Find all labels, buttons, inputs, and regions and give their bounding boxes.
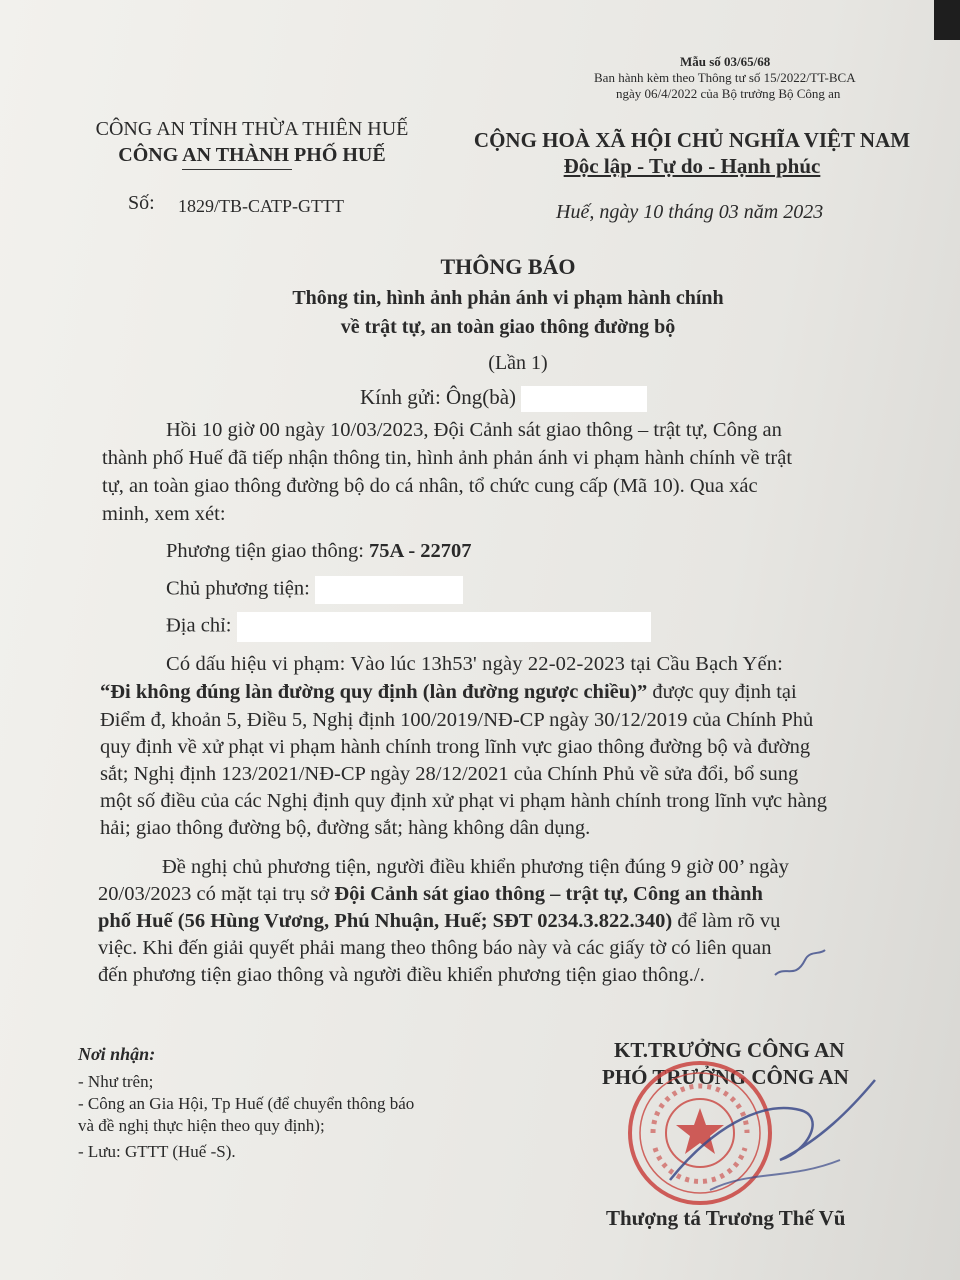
violation-line-2: quy định về xử phạt vi phạm hành chính trong lĩnh vực giao thông đường bộ và đường	[100, 736, 811, 758]
intro-line-1: Hồi 10 giờ 00 ngày 10/03/2023, Đội Cảnh sát giao thông – trật tự, Công an	[166, 419, 782, 441]
vehicle-label: Phương tiện giao thông:	[166, 540, 364, 562]
photo-background-corner	[934, 0, 960, 40]
redacted-recipient	[521, 386, 647, 412]
notice-round: (Lần 1)	[488, 352, 548, 374]
form-issued-line1: Ban hành kèm theo Thông tư số 15/2022/TT-BCA	[594, 70, 856, 85]
handwritten-signature-icon	[650, 1040, 890, 1220]
place-date: Huế, ngày 10 tháng 03 năm 2023	[556, 201, 824, 223]
recipients-heading: Nơi nhận:	[78, 1044, 156, 1064]
violation-line-1: Điểm đ, khoản 5, Điều 5, Nghị định 100/2019/NĐ-CP ngày 30/12/2019 của Chính Phủ	[100, 709, 814, 731]
request-line-2	[98, 883, 763, 906]
recipient-item-2: - Công an Gia Hội, Tp Huế (để chuyển thông báo	[78, 1094, 415, 1113]
recipient-item-4: - Lưu: GTTT (Huế -S).	[78, 1142, 236, 1161]
doc-number-label: Số:	[128, 192, 155, 214]
request-line-3c: để làm rõ vụ	[672, 910, 781, 932]
address-row	[166, 612, 651, 642]
redacted-owner	[315, 576, 463, 604]
request-line-1: Đề nghị chủ phương tiện, người điều khiển phương tiện đúng 9 giờ 00’ ngày	[162, 856, 789, 878]
intro-line-3: tự, an toàn giao thông đường bộ do cá nhân, tổ chức cung cấp (Mã 10). Qua xác	[102, 475, 758, 497]
form-number: Mẫu số 03/65/68	[680, 54, 771, 69]
owner-row	[166, 576, 463, 604]
violation-line-5: hải; giao thông đường bộ, đường sắt; hàng không dân dụng.	[100, 817, 591, 839]
violation-quote-row	[100, 681, 797, 704]
greeting	[360, 385, 647, 412]
request-line-5: đến phương tiện giao thông và người điều khiển phương tiện giao thông./.	[98, 964, 705, 986]
recipient-item-1: - Như trên;	[78, 1072, 154, 1091]
violation-line-3: sắt; Nghị định 123/2021/NĐ-CP ngày 28/12/2021 của Chính Phủ về sửa đổi, bổ sung	[100, 763, 799, 785]
agency-underline	[182, 169, 292, 170]
violation-after-quote: được quy định tại	[647, 681, 797, 703]
intro-line-2: thành phố Huế đã tiếp nhận thông tin, hình ảnh phản ánh vi phạm hành chính về trật	[102, 447, 793, 469]
agency-name: CÔNG AN THÀNH PHỐ HUẾ	[118, 144, 386, 166]
signature-title-1: KT.TRƯỞNG CÔNG AN	[614, 1038, 845, 1062]
initial-mark-icon	[770, 945, 830, 985]
violation-line-4: một số điều của các Nghị định quy định xử phạt vi phạm hành chính trong lĩnh vực hàng	[100, 790, 828, 812]
recipient-item-3: và đề nghị thực hiện theo quy định);	[78, 1116, 325, 1135]
nation-motto: Độc lập - Tự do - Hạnh phúc	[563, 154, 821, 178]
owner-label: Chủ phương tiện:	[166, 577, 310, 600]
nation-title: CỘNG HOÀ XÃ HỘI CHỦ NGHĨA VIỆT NAM	[473, 128, 911, 152]
notice-title: THÔNG BÁO	[440, 254, 576, 279]
notice-subtitle-1: Thông tin, hình ảnh phản ánh vi phạm hành chính	[292, 287, 724, 309]
violation-quote: “Đi không đúng làn đường quy định (làn đường ngược chiều)”	[100, 681, 648, 703]
request-line-2b: Đội Cảnh sát giao thông – trật tự, Công an thành	[334, 883, 763, 905]
intro-line-4: minh, xem xét:	[102, 503, 226, 525]
form-issued-line2: ngày 06/4/2022 của Bộ trưởng Bộ Công an	[616, 86, 841, 101]
request-line-4: việc. Khi đến giải quyết phải mang theo thông báo này và các giấy tờ có liên quan	[98, 937, 772, 959]
request-line-2a: 20/03/2023 có mặt tại trụ sở	[98, 883, 335, 905]
notice-subtitle-2: về trật tự, an toàn giao thông đường bộ	[340, 316, 676, 338]
doc-number: 1829/TB-CATP-GTTT	[178, 196, 344, 216]
signature-title-2: PHÓ TRƯỞNG CÔNG AN	[602, 1065, 849, 1089]
violation-lead: Có dấu hiệu vi phạm: Vào lúc 13h53' ngày 22-02-2023 tại Cầu Bạch Yến:	[166, 653, 783, 675]
request-line-3	[98, 910, 780, 933]
address-label: Địa chỉ:	[166, 614, 232, 637]
vehicle-row	[166, 540, 472, 563]
agency-parent: CÔNG AN TỈNH THỪA THIÊN HUẾ	[95, 118, 409, 140]
request-line-3b: phố Huế (56 Hùng Vương, Phú Nhuận, Huế; SĐT 0234.3.822.340)	[98, 910, 673, 932]
signer-name: Thượng tá Trương Thế Vũ	[606, 1206, 846, 1230]
redacted-address	[237, 612, 651, 642]
greeting-text: Kính gửi: Ông(bà)	[360, 385, 517, 409]
vehicle-plate: 75A - 22707	[369, 540, 472, 562]
